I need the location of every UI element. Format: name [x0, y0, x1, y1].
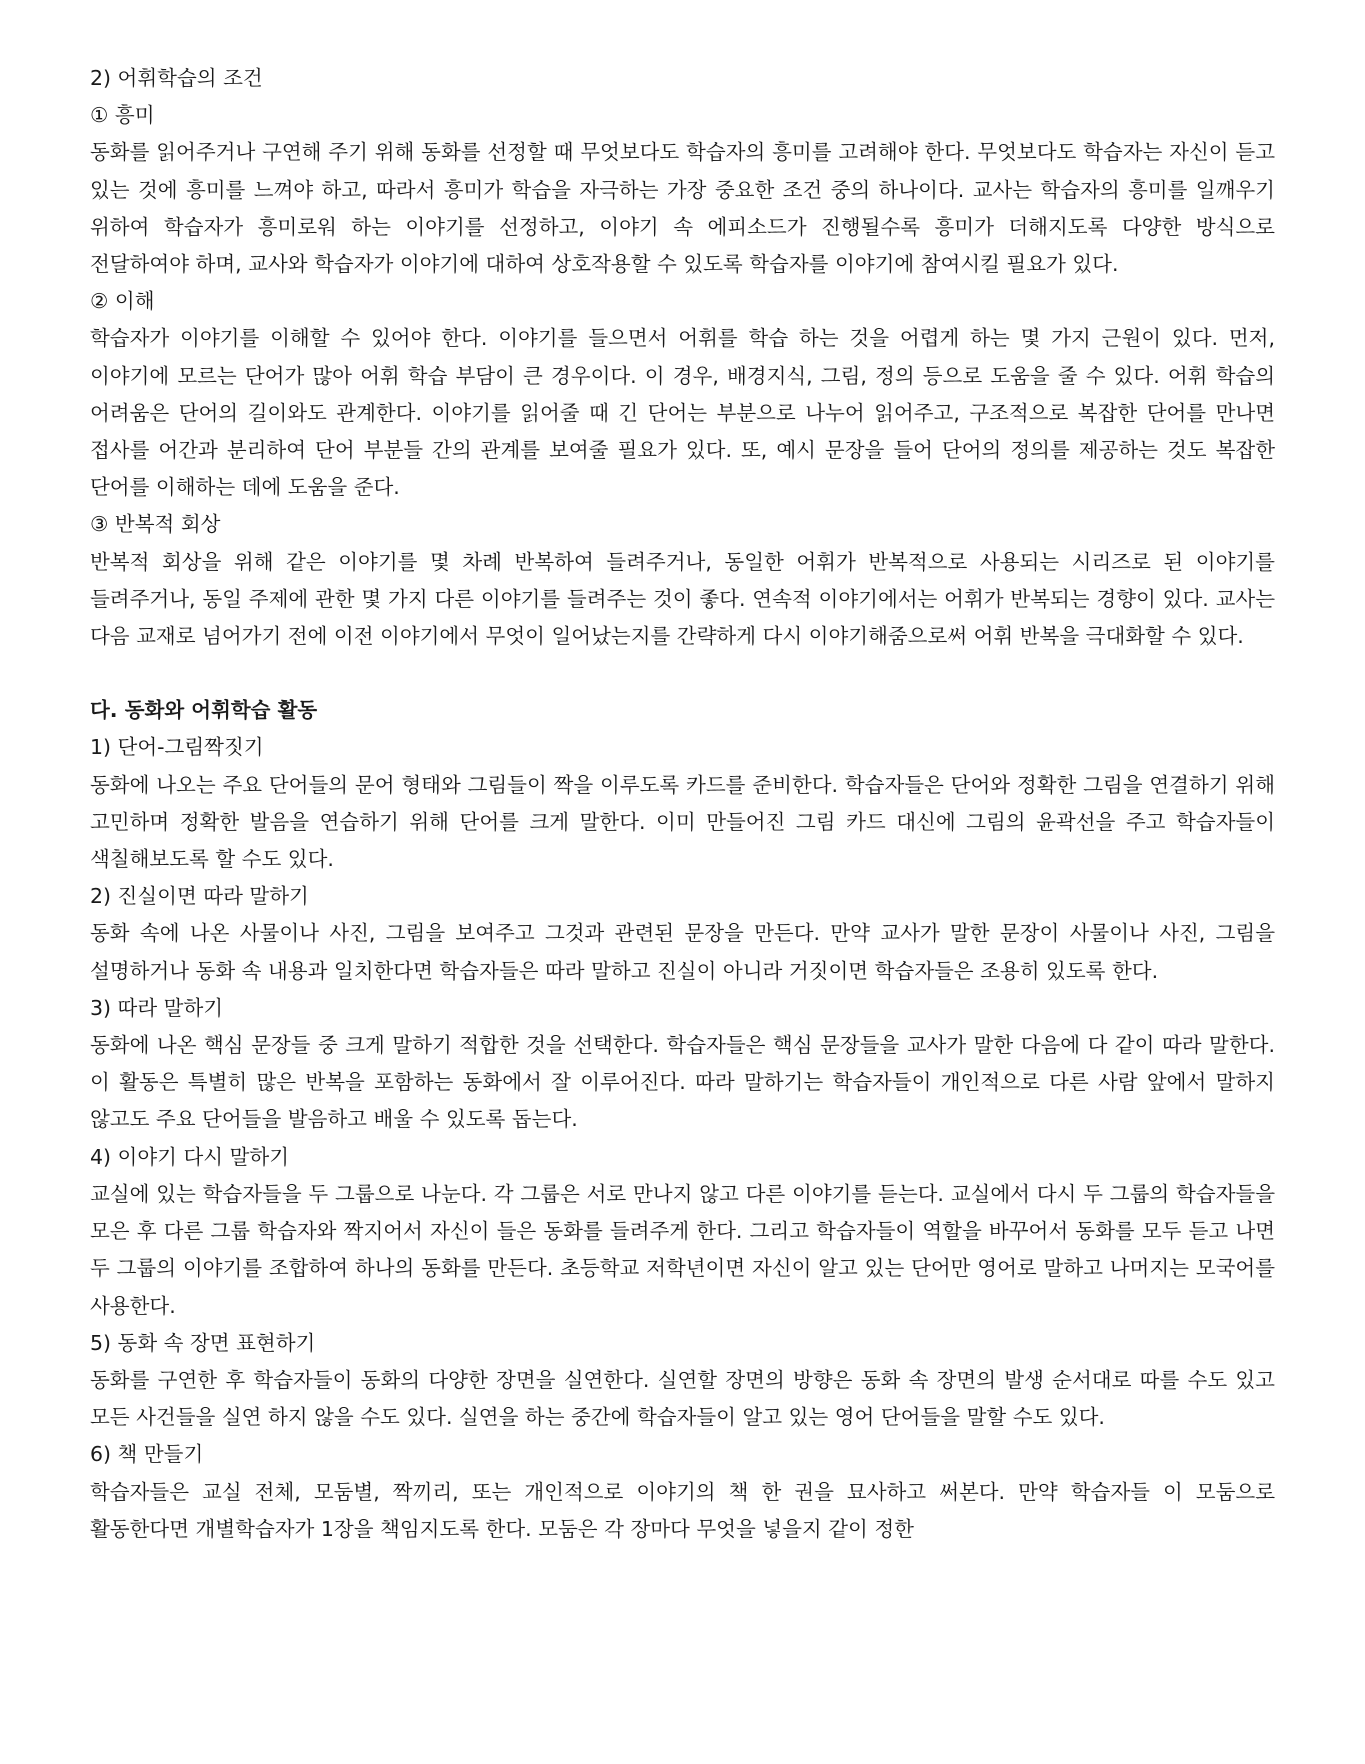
activity-title-book: 6) 책 만들기 — [90, 1442, 204, 1467]
activity-title-true-repeat: 2) 진실이면 따라 말하기 — [90, 884, 309, 909]
activity-body-true-repeat: 동화 속에 나온 사물이나 사진, 그림을 보여주고 그것과 관련된 문장을 만든다. 만약 교사가 말한 문장이 사물이나 사진, 그림을 설명하거나 동화 속 내용과 일치한다면 학습자들은 따라 말하고 진실이 아니라 거짓이면 학습자들은 조용히 있도록 한다. — [90, 921, 1275, 983]
section-heading-conditions: 2) 어휘학습의 조건 — [90, 66, 263, 90]
activity-body-repeat: 동화에 나온 핵심 문장들 중 크게 말하기 적합한 것을 선택한다. 학습자들은 핵심 문장들을 교사가 말한 다음에 다 같이 따라 말한다. 이 활동은 특별히 많은 반복을 포함하는 동화에서 잘 이루어진다. 따라 말하기는 학습자들이 개인적으로 다른 사람 앞에서 말하지 않고도 주요 단어들을 발음하고 배울 수 있도록 돕는다. — [90, 1033, 1275, 1132]
item-title-interest: ① 흥미 — [90, 103, 155, 128]
document-page — [90, 60, 1275, 1548]
activity-title-scene: 5) 동화 속 장면 표현하기 — [90, 1330, 316, 1355]
item-body-understanding: 학습자가 이야기를 이해할 수 있어야 한다. 이야기를 들으면서 어휘를 학습 하는 것을 어렵게 하는 몇 가지 근원이 있다. 먼저, 이야기에 모르는 단어가 많아 어휘 학습 부담이 큰 경우이다. 이 경우, 배경지식, 그림, 정의 등으로 도움을 줄 수 있다. 어휘 학습의 어려움은 단어의 길이와도 관계한다. 이야기를 읽어줄 때 긴 단어는 부분으로 나누어 읽어주고, 구조적으로 복잡한 단어를 만나면 접사를 어간과 분리하여 단어 부분들 간의 관계를 보여줄 필요가 있다. 또, 예시 문장을 들어 단어의 정의를 제공하는 것도 복잡한 단어를 이해하는 데에 도움을 준다. — [90, 326, 1276, 500]
activity-body-book: 학습자들은 교실 전체, 모둠별, 짝끼리, 또는 개인적으로 이야기의 책 한 권을 묘사하고 써본다. 만약 학습자들 이 모둠으로 활동한다면 개별학습자가 1장을 책임지도록 한다. 모둠은 각 장마다 무엇을 넣을지 같이 정한 — [90, 1479, 1275, 1541]
activity-body-retell: 교실에 있는 학습자들을 두 그룹으로 나눈다. 각 그룹은 서로 만나지 않고 다른 이야기를 듣는다. 교실에서 다시 두 그룹의 학습자들을 모은 후 다른 그룹 학습자와 짝지어서 자신이 들은 동화를 들려주게 한다. 그리고 학습자들이 역할을 바꾸어서 동화를 모두 듣고 나면 두 그룹의 이야기를 조합하여 하나의 동화를 만든다. 초등학교 저학년이면 자신이 알고 있는 단어만 영어로 말하고 나머지는 모국어를 사용한다. — [90, 1181, 1275, 1318]
item-body-interest: 동화를 읽어주거나 구연해 주기 위해 동화를 선정할 때 무엇보다도 학습자의 흥미를 고려해야 한다. 무엇보다도 학습자는 자신이 듣고 있는 것에 흥미를 느껴야 하고, 따라서 흥미가 학습을 자극하는 가장 중요한 조건 중의 하나이다. 교사는 학습자의 흥미를 일깨우기 위하여 학습자가 흥미로워 하는 이야기를 선정하고, 이야기 속 에피소드가 진행될수록 흥미가 더해지도록 다양한 방식으로 전달하여야 하며, 교사와 학습자가 이야기에 대하여 상호작용할 수 있도록 학습자를 이야기에 참여시킬 필요가 있다. — [90, 140, 1275, 277]
activity-title-repeat: 3) 따라 말하기 — [90, 995, 224, 1020]
section-heading-activities: 다. 동화와 어휘학습 활동 — [90, 698, 318, 723]
item-title-understanding: ② 이해 — [90, 289, 155, 314]
item-title-repetition: ③ 반복적 회상 — [90, 512, 221, 537]
activity-title-word-picture: 1) 단어-그림짝짓기 — [90, 735, 264, 760]
activity-body-scene: 동화를 구연한 후 학습자들이 동화의 다양한 장면을 실연한다. 실연할 장면의 방향은 동화 속 장면의 발생 순서대로 따를 수도 있고 모든 사건들을 실연 하지 않을 수도 있다. 실연을 하는 중간에 학습자들이 알고 있는 영어 단어들을 말할 수도 있다. — [90, 1367, 1275, 1430]
activity-title-retell: 4) 이야기 다시 말하기 — [90, 1144, 290, 1169]
activity-body-word-picture: 동화에 나오는 주요 단어들의 문어 형태와 그림들이 짝을 이루도록 카드를 준비한다. 학습자들은 단어와 정확한 그림을 연결하기 위해 고민하며 정확한 발음을 연습하기 위해 단어를 크게 말한다. 이미 만들어진 그림 카드 대신에 그림의 윤곽선을 주고 학습자들이 색칠해보도록 할 수도 있다. — [90, 772, 1275, 872]
item-body-repetition: 반복적 회상을 위해 같은 이야기를 몇 차례 반복하여 들려주거나, 동일한 어휘가 반복적으로 사용되는 시리즈로 된 이야기를 들려주거나, 동일 주제에 관한 몇 가지 다른 이야기를 들려주는 것이 좋다. 연속적 이야기에서는 어휘가 반복되는 경향이 있다. 교사는 다음 교재로 넘어가기 전에 이전 이야기에서 무엇이 일어났는지를 간략하게 다시 이야기해줌으로써 어휘 반복을 극대화할 수 있다. — [90, 549, 1275, 649]
